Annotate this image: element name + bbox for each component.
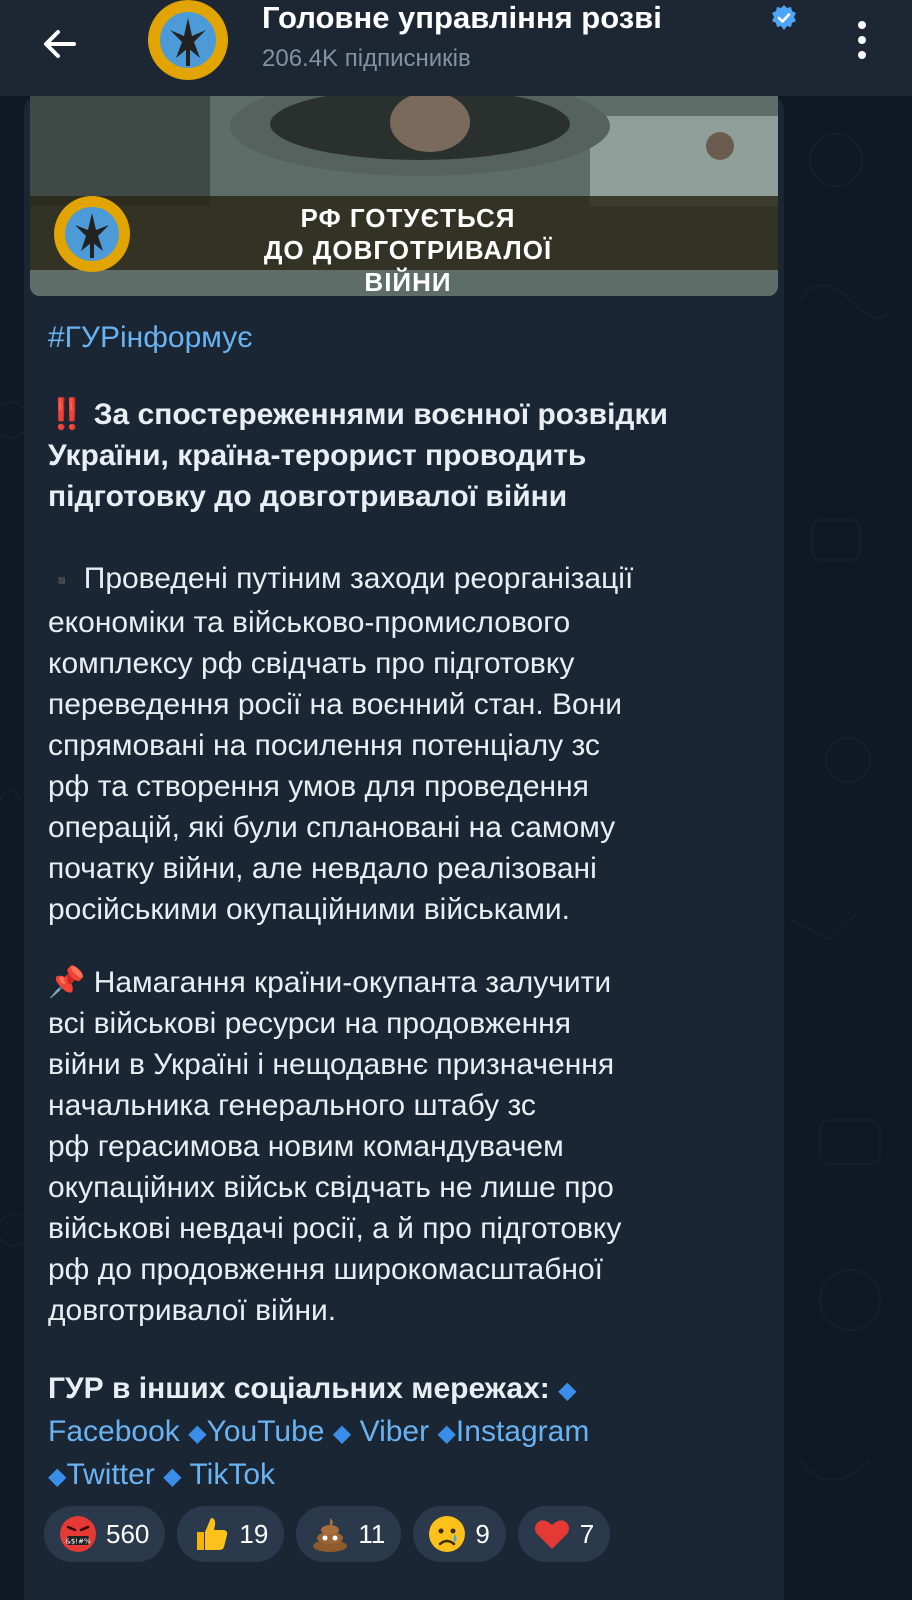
channel-title[interactable]: Головне управління розві <box>262 0 662 35</box>
text-line: рф та створення умов для проведення <box>48 770 589 803</box>
subscriber-count: 206.4K підписників <box>262 45 471 72</box>
text-line: окупаційних військ свідчать не лише про <box>48 1171 614 1204</box>
svg-text:&$!#%: &$!#% <box>65 1537 91 1546</box>
reaction-angry[interactable] <box>44 1506 165 1562</box>
black-square-icon: ▪️ <box>48 569 76 594</box>
blue-diamond-icon: ◆ <box>163 1463 182 1490</box>
text-line: російськими окупаційними військами. <box>48 893 570 926</box>
text-line: початку війни, але невдало реалізовані <box>48 852 597 885</box>
angry-face-icon <box>58 1514 98 1554</box>
reaction-poop[interactable] <box>296 1506 401 1562</box>
post-image[interactable] <box>30 96 778 296</box>
pushpin-icon: 📌 <box>48 965 86 1000</box>
dot-icon <box>858 21 866 29</box>
text-line: спрямовані на посилення потенціалу зс <box>48 729 600 762</box>
viber-link[interactable]: Viber <box>359 1415 430 1448</box>
text-line: всі військові ресурси на продовження <box>48 1007 571 1040</box>
banner-headline-line: ДО ДОВГОТРИВАЛОЇ ВІЙНИ <box>263 235 553 296</box>
reaction-crying[interactable] <box>413 1506 505 1562</box>
text-line: Намагання країни-окупанта залучити <box>93 966 612 999</box>
text-line: комплексу рф свідчать про підготовку <box>48 647 575 680</box>
social-links-section <box>48 1368 768 1497</box>
chat-header <box>0 0 912 96</box>
military-intelligence-emblem-icon <box>42 194 142 274</box>
arrow-left-icon <box>40 24 80 64</box>
hashtag-link[interactable]: #ГУРінформує <box>48 321 253 354</box>
social-heading: ГУР в інших соціальних мережах: <box>48 1372 550 1405</box>
channel-avatar[interactable] <box>140 0 236 80</box>
reaction-count: 560 <box>106 1518 150 1549</box>
message-paragraph-1 <box>48 558 768 930</box>
text-line: довготривалої війни. <box>48 1294 337 1327</box>
blue-diamond-icon: ◆ <box>332 1420 352 1447</box>
reaction-count: 9 <box>475 1518 490 1549</box>
text-line: начальника генерального штабу зс <box>48 1089 536 1122</box>
text-line: економіки та військово-промислового <box>48 606 571 639</box>
twitter-link[interactable]: Twitter <box>66 1458 155 1491</box>
banner-headline-line: РФ ГОТУЄТЬСЯ <box>300 203 516 233</box>
reaction-thumbs-up[interactable] <box>177 1506 284 1562</box>
reaction-count: 11 <box>358 1518 386 1549</box>
instagram-link[interactable]: Instagram <box>455 1415 590 1448</box>
message-paragraph-2 <box>48 962 768 1331</box>
text-line: війни в Україні і нещодавнє призначення <box>48 1048 615 1081</box>
youtube-link[interactable]: YouTube <box>206 1415 325 1448</box>
double-exclamation-icon: ‼️ <box>48 397 86 432</box>
text-line: України, країна-терорист проводить <box>48 439 587 472</box>
more-options-button[interactable] <box>838 12 886 68</box>
blue-diamond-icon: ◆ <box>48 1463 67 1490</box>
text-line: операцій, які були сплановані на самому <box>48 811 616 844</box>
poop-icon <box>310 1514 350 1554</box>
blue-diamond-icon: ◆ <box>188 1420 207 1447</box>
message-heading <box>48 394 768 517</box>
military-intelligence-emblem-icon <box>140 0 236 80</box>
text-line: рф до продовження широкомасштабної <box>48 1253 604 1286</box>
blue-diamond-icon: ◆ <box>437 1420 456 1447</box>
banner-headline <box>218 202 598 296</box>
back-button[interactable] <box>28 12 92 76</box>
reaction-count: 19 <box>239 1518 269 1549</box>
crying-face-icon <box>427 1514 467 1554</box>
tiktok-link[interactable]: TikTok <box>189 1458 275 1491</box>
reaction-heart[interactable] <box>518 1506 610 1562</box>
text-line: військові невдачі росії, а й про підготовку <box>48 1212 622 1245</box>
blue-diamond-icon: ◆ <box>558 1377 577 1404</box>
reactions-bar <box>44 1506 610 1562</box>
text-line: підготовку до довготривалої війни <box>48 480 568 513</box>
text-line: переведення росії на воєнний стан. Вони <box>48 688 623 721</box>
thumbs-up-icon <box>191 1514 231 1554</box>
dot-icon <box>858 36 866 44</box>
text-line: Проведені путіним заходи реорганізації <box>83 562 634 595</box>
verified-badge-icon <box>770 4 798 32</box>
reaction-count: 7 <box>579 1518 595 1549</box>
dot-icon <box>858 51 866 59</box>
text-line: рф герасимова новим командувачем <box>48 1130 564 1163</box>
text-line: За спостереженнями воєнної розвідки <box>93 398 668 431</box>
facebook-link[interactable]: Facebook <box>48 1415 180 1448</box>
heart-icon <box>532 1514 572 1554</box>
